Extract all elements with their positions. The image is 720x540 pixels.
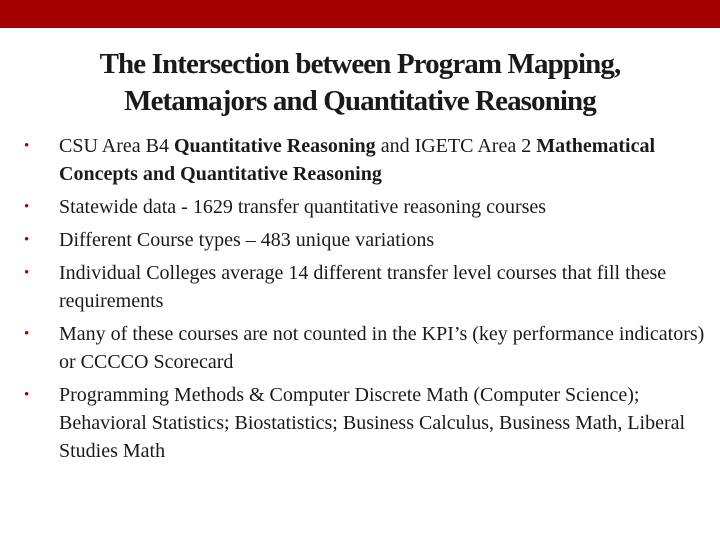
bullet-item-csu-area: [20, 132, 710, 188]
bullet-text: Individual Colleges average 14 different transfer level courses that fill these requirements: [59, 262, 667, 312]
slide-title-line-2: Metamajors and Quantitative Reasoning: [124, 85, 596, 117]
bullet-text: Programming Methods & Computer Discrete Math (Computer Science); Behavioral Statistics; Biostatistics; Business Calculus, Business Math, Liberal Studies Math: [59, 384, 686, 462]
bullet-text: Statewide data - 1629 transfer quantitative reasoning courses: [59, 196, 547, 218]
bullet-text-bold: Quantitative Reasoning: [174, 135, 376, 157]
bullet-text: Many of these courses are not counted in the KPI’s (key performance indicators) or CCCCO Scorecard: [59, 323, 705, 373]
bullet-marker: •: [24, 265, 30, 281]
bullet-item-course-types: [20, 226, 710, 254]
bullet-marker: •: [24, 232, 30, 248]
bullet-item-college-average: [20, 259, 710, 315]
bullet-list: [20, 132, 710, 470]
bullet-marker: •: [24, 326, 30, 342]
bullet-marker: •: [24, 138, 30, 154]
bullet-text: Different Course types – 483 unique variations: [59, 229, 435, 251]
top-accent-bar: [0, 0, 720, 28]
bullet-marker: •: [24, 387, 30, 403]
bullet-text-bold: Mathematical Concepts and Quantitative Reasoning: [59, 135, 656, 185]
bullet-item-statewide-data: [20, 193, 710, 221]
slide-title-line-1: The Intersection between Program Mapping,: [99, 48, 621, 80]
bullet-text-part: CSU Area B4: [59, 135, 174, 157]
bullet-marker: •: [24, 199, 30, 215]
bullet-text-part: and IGETC Area 2: [375, 135, 537, 157]
bullet-item-kpi: [20, 320, 710, 376]
slide-title: [40, 46, 680, 120]
bullet-item-course-examples: [20, 381, 710, 465]
